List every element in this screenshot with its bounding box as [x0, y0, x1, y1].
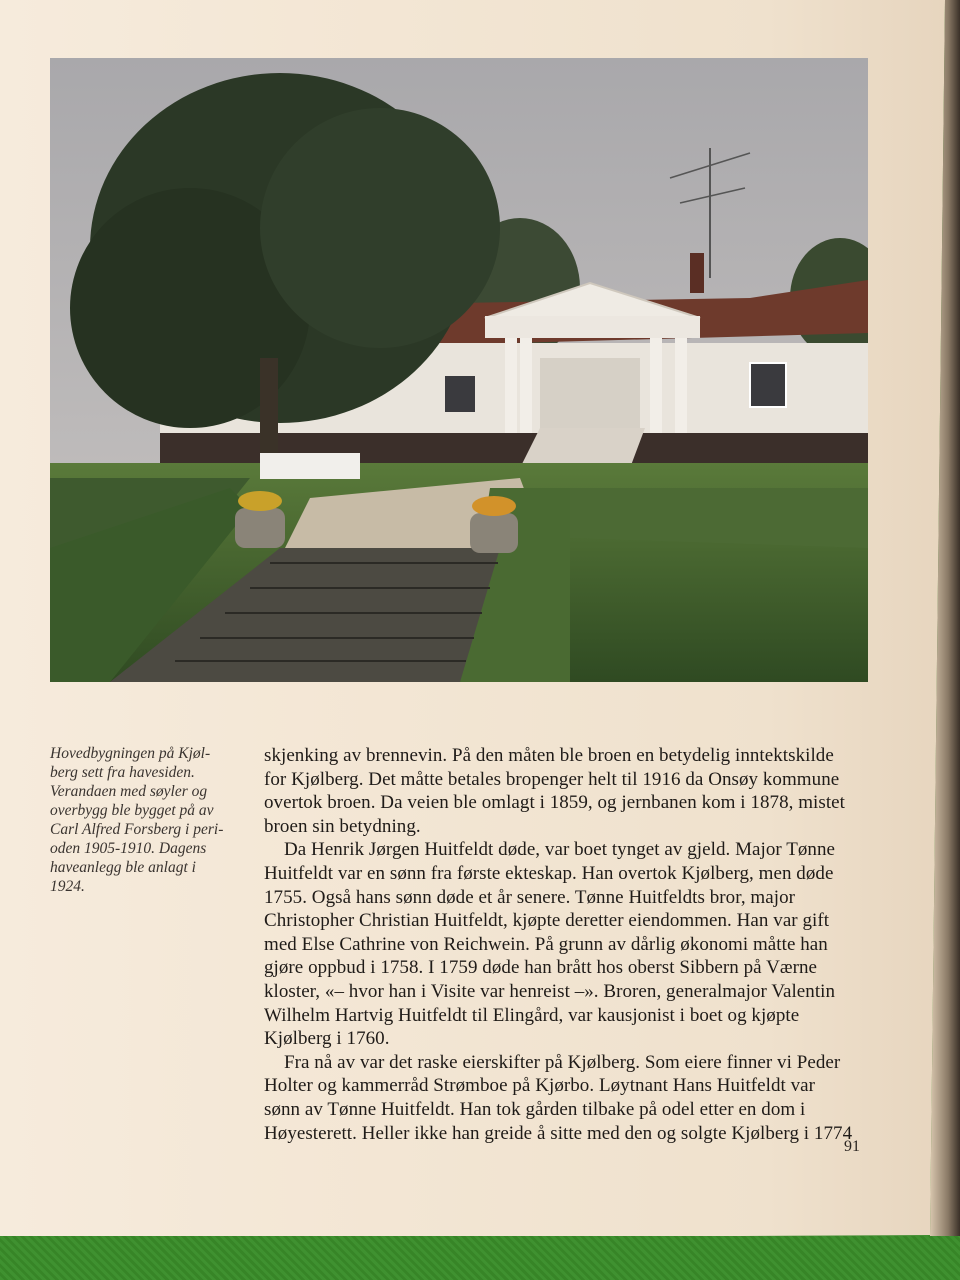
text-line: gjøre oppbud i 1758. I 1759 døde han brått hos oberst Sibbern på Værne	[264, 957, 818, 979]
text-line: Høyesterett. Heller ikke han greide å sitte med den og solgte Kjølberg i 1774	[264, 1122, 853, 1144]
text-line: kloster, «– hvor han i Visite var henreist –». Broren, generalmajor Valentin	[264, 980, 836, 1002]
text-line: 1755. Også hans sønn døde et år senere. Tønne Huitfeldts bror, major	[264, 886, 795, 908]
text-line: Huitfeldt var en sønn fra første ekteskap. Han overtok Kjølberg, men døde	[264, 862, 834, 884]
green-felt-background	[0, 1236, 960, 1280]
text-line: Christopher Christian Huitfeldt, kjøpte deretter eiendommen. Han var gift	[264, 910, 830, 932]
text-line: overtok broen. Da veien ble omlagt i 1859, og jernbanen kom i 1878, mistet	[264, 792, 845, 814]
caption-line: overbygg ble bygget på av	[50, 802, 214, 819]
text-line: skjenking av brennevin. På den måten ble broen en betydelig inntektskilde	[264, 745, 834, 766]
photo-caption	[50, 744, 250, 896]
text-line: med Else Cathrine von Reichwein. På grunn av dårlig økonomi måtte han	[264, 933, 828, 955]
caption-line: berg sett fra havesiden.	[50, 764, 195, 781]
caption-line: Hovedbygningen på Kjøl-	[50, 745, 211, 762]
caption-line: haveanlegg ble anlagt i	[50, 859, 196, 876]
text-line: for Kjølberg. Det måtte betales bropenger helt til 1916 da Onsøy kommune	[264, 768, 840, 790]
caption-line: 1924.	[50, 878, 85, 895]
text-line: Kjølberg i 1760.	[264, 1028, 390, 1050]
body-text	[264, 744, 874, 1145]
caption-line: oden 1905-1910. Dagens	[50, 840, 207, 857]
text-line: Fra nå av var det raske eierskifter på Kjølberg. Som eiere finner vi Peder	[284, 1051, 841, 1073]
text-line: Da Henrik Jørgen Huitfeldt døde, var boet tynget av gjeld. Major Tønne	[284, 839, 836, 861]
caption-line: Verandaen med søyler og	[50, 783, 208, 800]
text-line: Holter og kammerråd Strømboe på Kjørbo. Løytnant Hans Huitfeldt var	[264, 1075, 816, 1097]
manor-house-photo	[50, 58, 868, 682]
page-number: 91	[844, 1138, 860, 1155]
text-line: sønn av Tønne Huitfeldt. Han tok gården tilbake på odel etter en dom i	[264, 1098, 806, 1120]
text-line: broen sin betydning.	[264, 815, 421, 837]
caption-line: Carl Alfred Forsberg i peri-	[50, 821, 224, 838]
text-line: Wilhelm Hartvig Huitfeldt til Elingård, var kausjonist i boet og kjøpte	[264, 1004, 800, 1026]
